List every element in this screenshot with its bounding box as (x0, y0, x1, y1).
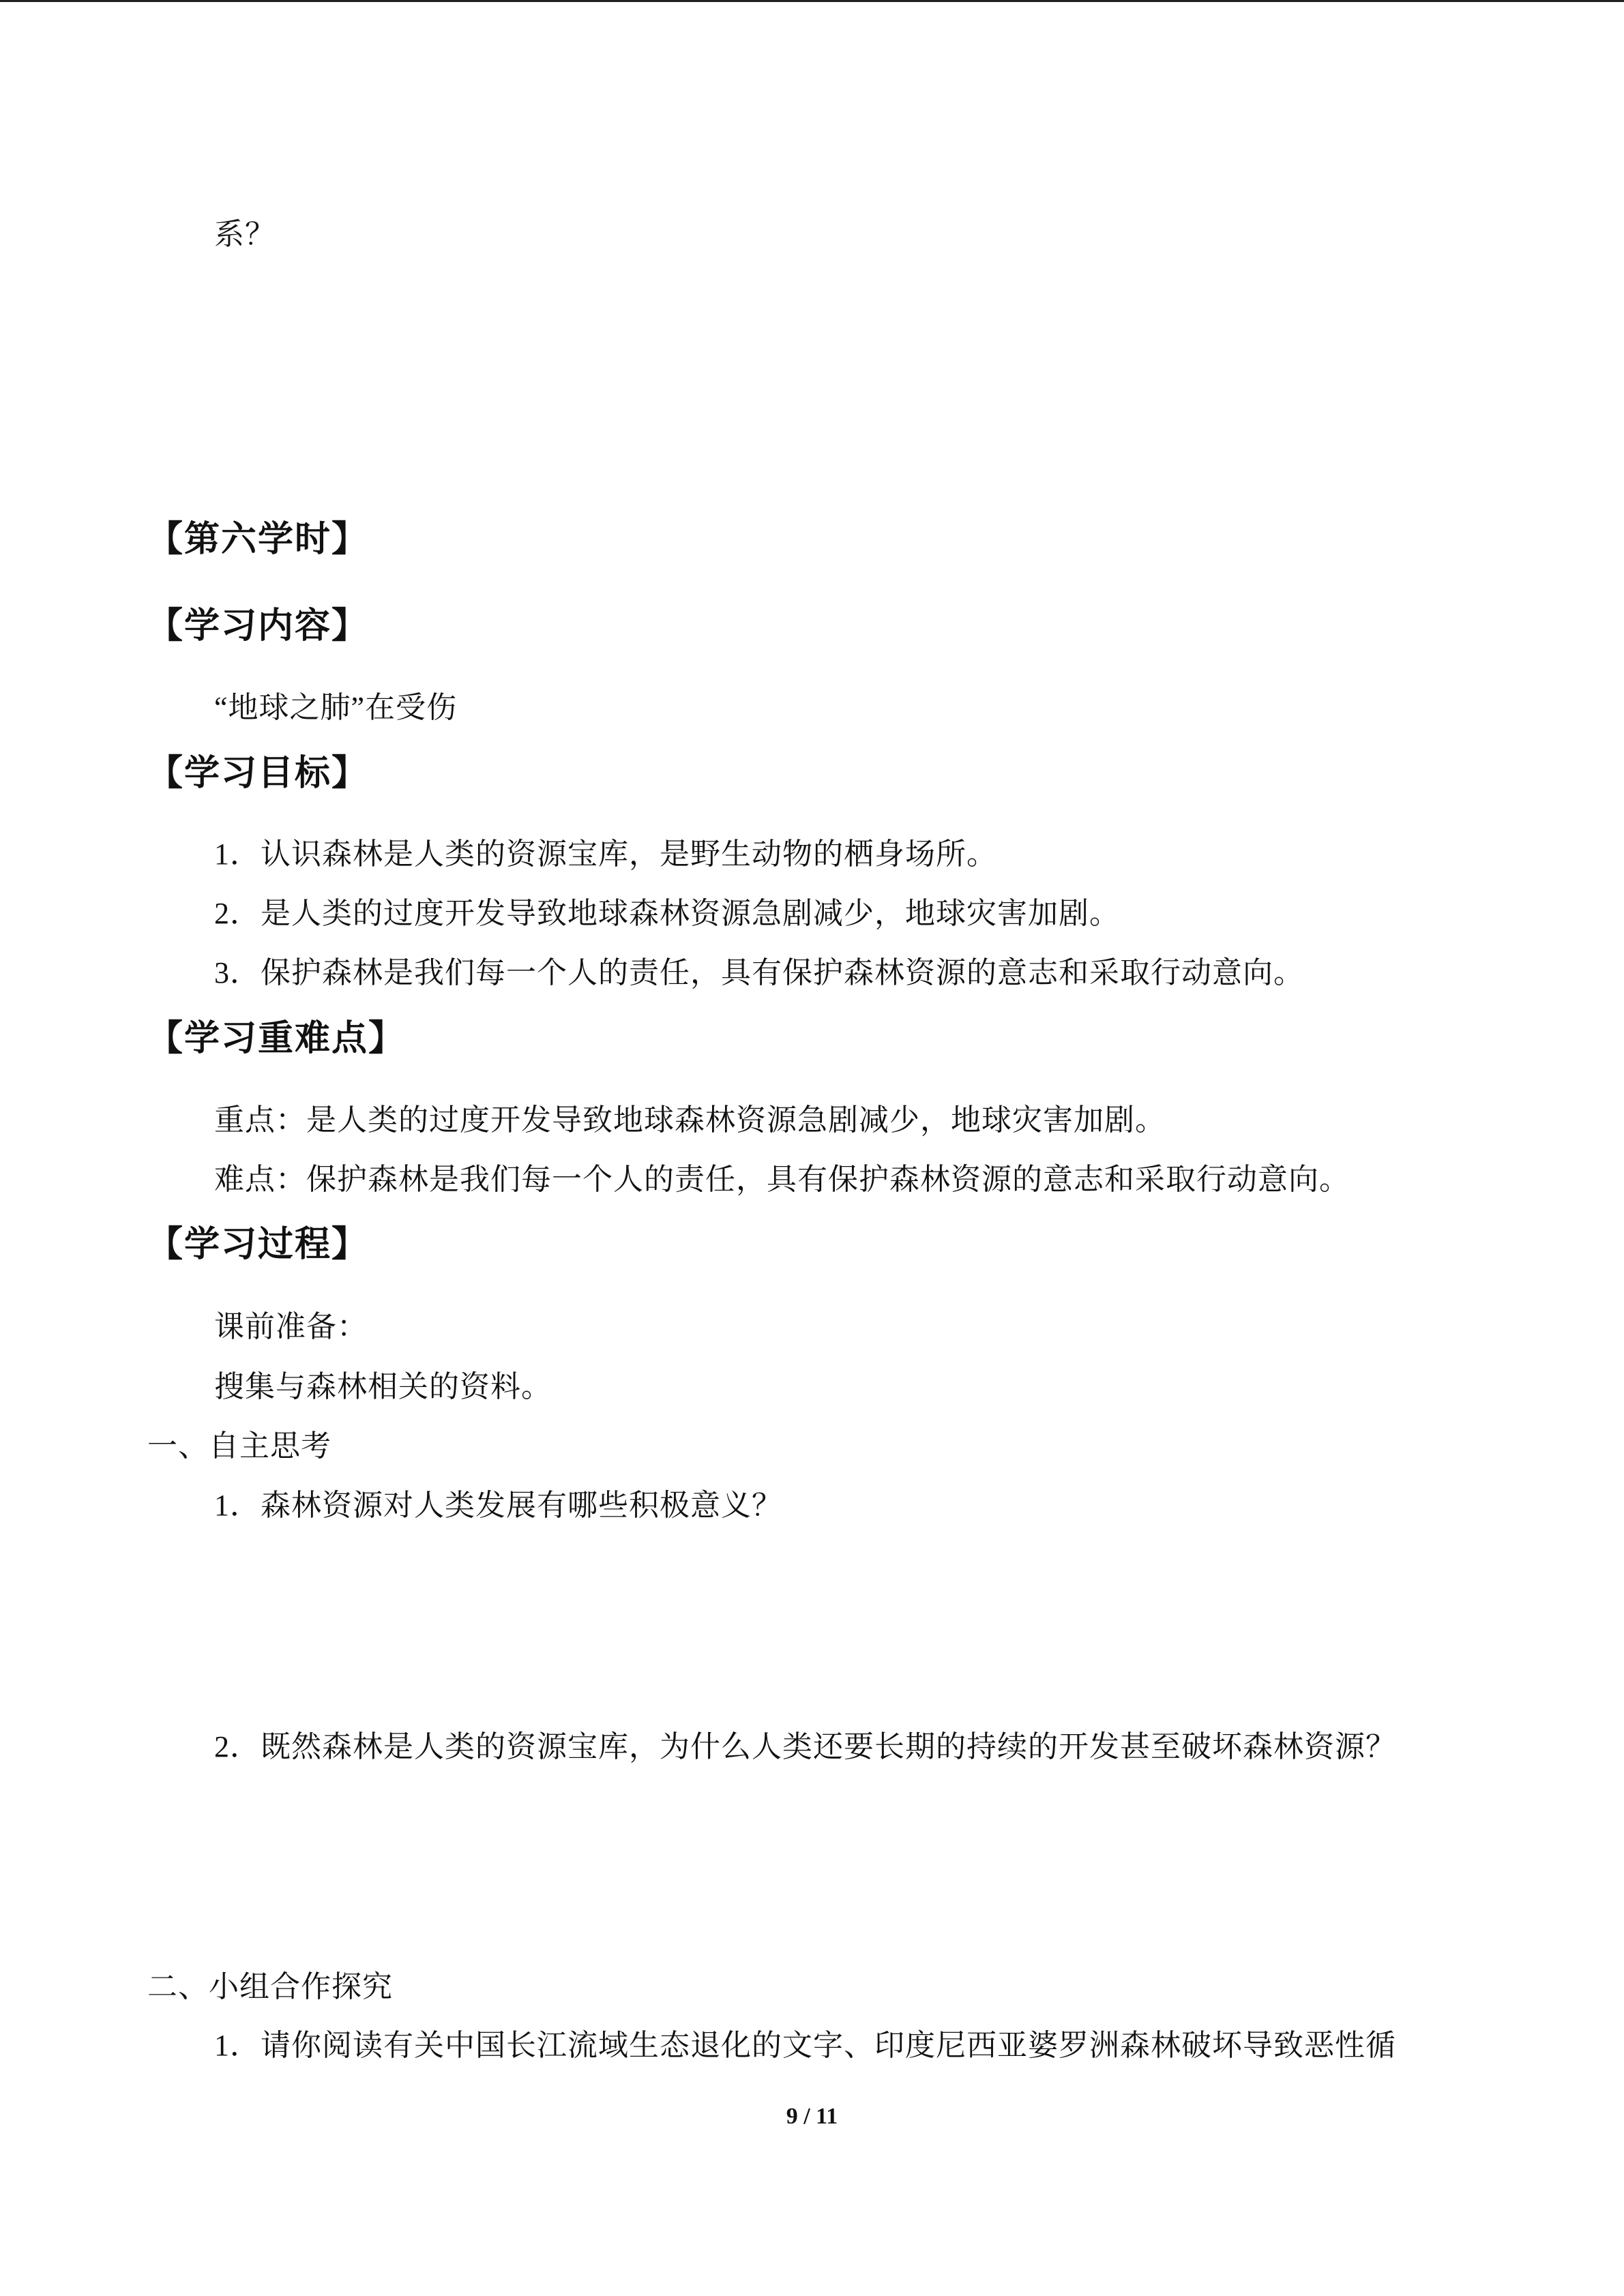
question-text: 2．既然森林是人类的资源宝库，为什么人类还要长期的持续的开发甚至破坏森林资源？ (214, 1730, 1396, 1763)
lesson-heading: 【第六学时】 (147, 520, 369, 559)
question-text: 1．请你阅读有关中国长江流域生态退化的文字、印度尼西亚婆罗洲森林破坏导致恶性循 (214, 2029, 1396, 2062)
content-heading: 【学习内容】 (147, 607, 369, 646)
goals-heading: 【学习目标】 (147, 754, 369, 793)
goal-item: 2．是人类的过度开发导致地球森林资源急剧减少，地球灾害加剧。 (214, 897, 1120, 930)
page-number: 9 / 11 (786, 2104, 838, 2129)
section-title: 二、小组合作探究 (147, 1970, 393, 2003)
prep-label: 课前准备： (214, 1310, 368, 1343)
goal-item: 3．保护森林是我们每一个人的责任，具有保护森林资源的意志和采取行动意向。 (214, 956, 1304, 989)
page-top-border (0, 0, 1624, 2)
question-text: 1．森林资源对人类发展有哪些积极意义？ (214, 1489, 782, 1522)
prep-text: 搜集与森林相关的资料。 (214, 1370, 552, 1403)
process-heading: 【学习过程】 (147, 1225, 369, 1264)
difficulty-text: 难点：保护森林是我们每一个人的责任，具有保护森林资源的意志和采取行动意向。 (214, 1163, 1350, 1196)
goal-item: 1．认识森林是人类的资源宝库，是野生动物的栖身场所。 (214, 837, 997, 871)
keypoints-heading: 【学习重难点】 (147, 1019, 406, 1058)
continuation-text: 系？ (214, 218, 276, 251)
section-title: 一、自主思考 (147, 1429, 331, 1463)
content-text: “地球之肺”在受伤 (214, 691, 458, 724)
keypoint-text: 重点：是人类的过度开发导致地球森林资源急剧减少，地球灾害加剧。 (214, 1103, 1166, 1137)
